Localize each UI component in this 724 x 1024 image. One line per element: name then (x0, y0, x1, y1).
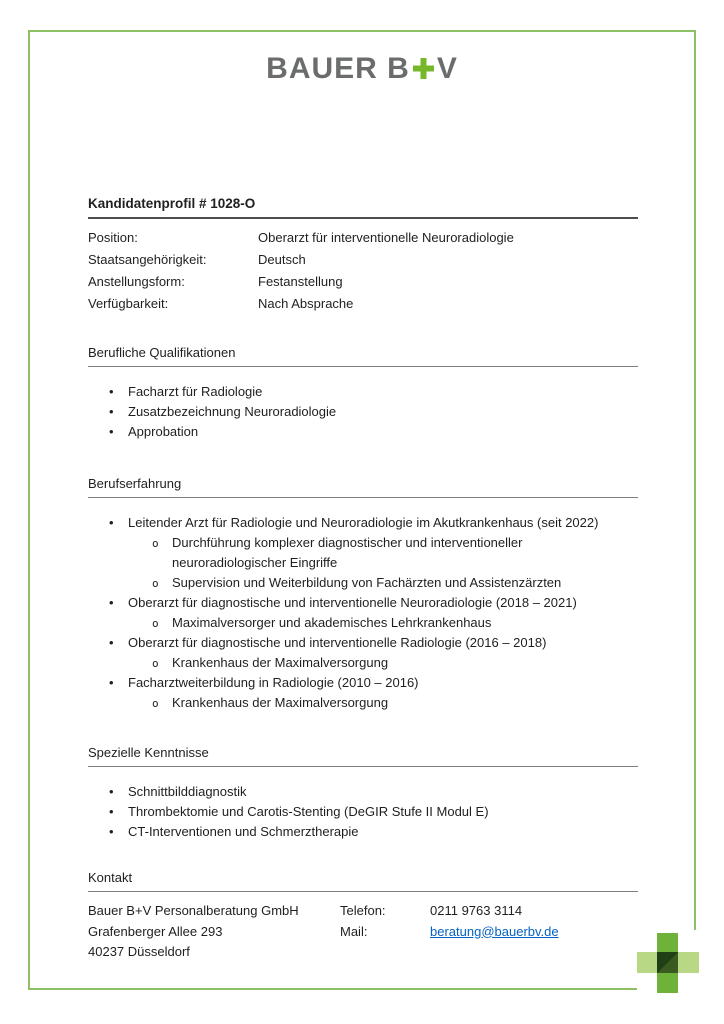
field-label: Verfügbarkeit: (88, 296, 169, 311)
phone-label: Telefon: (340, 903, 386, 918)
email-link[interactable]: beratung@bauerbv.de (430, 923, 559, 939)
list-item (88, 513, 638, 593)
section-heading-skills: Spezielle Kenntnisse (88, 745, 638, 767)
frame-border-left (28, 30, 30, 990)
section-heading-contact: Kontakt (88, 870, 638, 892)
experience-entry: • Leitender Arzt für Radiologie und Neuroradiologie im Akutkrankenhaus (seit 2022) (128, 515, 599, 530)
company-name: Bauer B+V Personalberatung GmbH (88, 903, 299, 918)
field-row-position (88, 227, 638, 249)
plus-cross-icon (413, 58, 434, 79)
company-address (88, 901, 340, 963)
field-label: Staatsangehörigkeit: (88, 252, 207, 267)
field-value: Oberarzt für interventionelle Neuroradiologie (258, 230, 514, 245)
list-item (88, 673, 638, 713)
section-experience (88, 476, 638, 713)
section-qualifications (88, 345, 638, 442)
list-item: • CT-Interventionen und Schmerztherapie (88, 822, 638, 842)
field-value: Deutsch (258, 252, 306, 267)
section-heading-qualifications: Berufliche Qualifikationen (88, 345, 638, 367)
sub-list-item: o Krankenhaus der Maximalversorgung (128, 653, 617, 673)
frame-border-right (694, 30, 696, 930)
sub-list-item: o Supervision und Weiterbildung von Fachärzten und Assistenzärzten (128, 573, 617, 593)
company-logo (0, 52, 724, 86)
field-value: Festanstellung (258, 274, 343, 289)
company-street: Grafenberger Allee 293 (88, 923, 223, 939)
frame-border-bottom (28, 988, 637, 990)
field-label: Anstellungsform: (88, 274, 185, 289)
frame-border-top (28, 30, 696, 32)
profile-fields (88, 227, 638, 315)
experience-entry: • Oberarzt für diagnostische und interventionelle Radiologie (2016 – 2018) (128, 635, 547, 650)
corner-cross-icon (637, 933, 699, 993)
logo-text-right: V (436, 52, 458, 85)
list-item: • Schnittbilddiagnostik (88, 782, 638, 802)
field-label: Position: (88, 230, 138, 245)
logo-text-left: BAUER B (266, 52, 410, 85)
experience-sublist (128, 693, 638, 713)
skills-list (88, 782, 638, 842)
list-item: • Zusatzbezeichnung Neuroradiologie (88, 402, 638, 422)
experience-sublist (128, 533, 638, 593)
list-item (88, 593, 638, 633)
section-contact (88, 870, 638, 963)
mail-label: Mail: (340, 923, 368, 939)
field-row-employment-type (88, 271, 638, 293)
sub-list-item: o Durchführung komplexer diagnostischer und interventioneller neuroradiologischer Eingriffe (128, 533, 617, 573)
document-title: Kandidatenprofil # 1028-O (88, 196, 638, 219)
cross-overlap-square (657, 952, 678, 973)
field-row-availability (88, 293, 638, 315)
company-city: 40237 Düsseldorf (88, 944, 190, 959)
list-item (88, 633, 638, 673)
list-item: • Approbation (88, 422, 638, 442)
qualifications-list (88, 382, 638, 442)
experience-sublist (128, 653, 638, 673)
list-item: • Thrombektomie und Carotis-Stenting (DeGIR Stufe II Modul E) (88, 802, 638, 822)
document-content (88, 196, 638, 963)
contact-labels (340, 901, 430, 963)
experience-list (88, 513, 638, 713)
list-item: • Facharzt für Radiologie (88, 382, 638, 402)
experience-sublist (128, 613, 638, 633)
sub-list-item: o Maximalversorger und akademisches Lehrkrankenhaus (128, 613, 617, 633)
contact-values (430, 901, 638, 963)
field-value: Nach Absprache (258, 296, 354, 311)
section-skills (88, 745, 638, 842)
phone-number: 0211 9763 3114 (430, 903, 523, 918)
experience-entry: • Facharztweiterbildung in Radiologie (2010 – 2016) (128, 675, 419, 690)
field-row-nationality (88, 249, 638, 271)
section-heading-experience: Berufserfahrung (88, 476, 638, 498)
experience-entry: • Oberarzt für diagnostische und interventionelle Neuroradiologie (2018 – 2021) (128, 595, 577, 610)
sub-list-item: o Krankenhaus der Maximalversorgung (128, 693, 617, 713)
contact-block (88, 901, 638, 963)
